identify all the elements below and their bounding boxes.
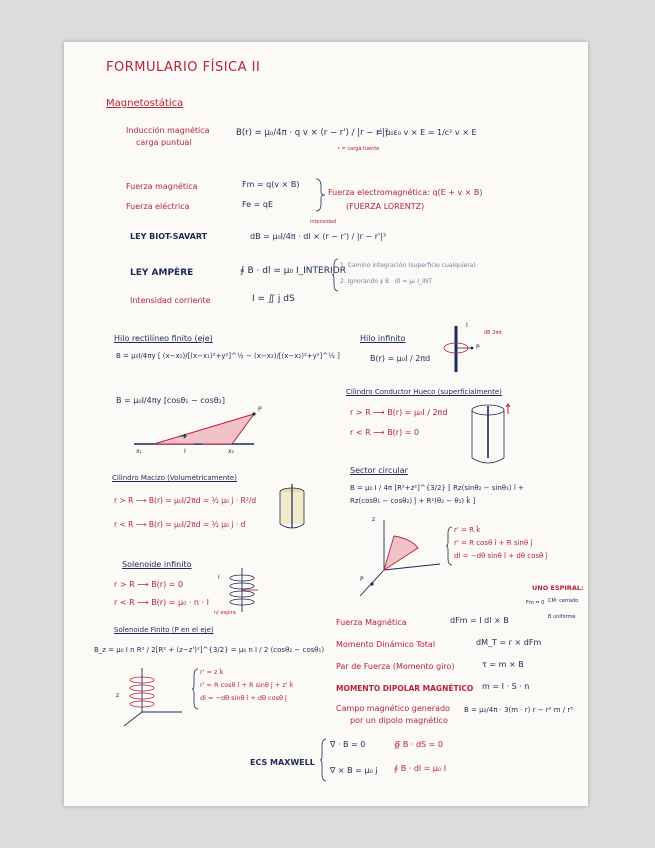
solenoide-fin-v3: dl = −dθ sinθ î + dθ cosθ ĵ — [200, 694, 287, 702]
campo-dipolo-formula: B = μ₀/4π · 3(m · r) r − r² m / r⁵ — [464, 706, 574, 714]
momento-dinamico-formula: dM_T = r × dFm — [476, 638, 542, 647]
page-title: FORMULARIO FÍSICA II — [106, 60, 261, 75]
lorentz-sub: (FUERZA LORENTZ) — [346, 202, 425, 211]
lorentz-brace — [314, 178, 326, 212]
ampere-opt2: 2. Ignorando ∮ B · dl = μ₀ I_INT — [340, 278, 433, 285]
cilindro-macizo-diagram — [276, 482, 316, 534]
hilo-finito-x2: x₂ — [228, 448, 234, 455]
solenoide-fin-v2: r' = R cosθ î + R sinθ ĵ + z' k̂ — [200, 681, 294, 689]
hilo-infinito-i: I — [466, 322, 468, 329]
biot-note: intensidad — [310, 219, 337, 225]
hilo-finito-f1: B = μ₀I/4πy [ (x−x₁)/[(x−x₁)²+y²]^½ − (x−x₂)/[(x−x₂)²+y²]^½ ] — [116, 352, 340, 360]
momento-dipolar-label: MOMENTO DIPOLAR MAGNÉTICO — [336, 684, 474, 693]
intensidad-formula: I = ∬ j dS — [252, 294, 295, 304]
maxwell-e2: ∇ × B = μ₀ j — [330, 766, 378, 775]
solenoide-inf-note: n/ espira — [214, 610, 236, 616]
ampere-formula: ∮ B · dl = μ₀ I_INTERIOR — [240, 266, 346, 276]
par-fuerza-formula: τ = m × B — [482, 660, 524, 669]
fuerza-magnetica-label: Fuerza Magnética — [336, 618, 407, 627]
hilo-finito-i: I — [184, 448, 186, 455]
solenoide-fin-diagram — [112, 666, 188, 728]
hilo-infinito-heading: Hilo infinito — [360, 334, 406, 343]
maxwell-label: ECS MAXWELL — [250, 758, 315, 767]
solenoide-inf-r1: r > R ⟶ B(r) = 0 — [114, 580, 184, 589]
hilo-infinito-formula: B(r) = μ₀I / 2πd — [370, 354, 431, 363]
solenoide-fin-heading: Solenoide Finito (P en el eje) — [114, 626, 214, 634]
espira-vec3: dl = −dθ sinθ î + dθ cosθ ĵ — [454, 552, 548, 560]
campo-dipolo-label1: Campo magnético generado — [336, 704, 450, 713]
fuerza-elec-label: Fuerza eléctrica — [126, 202, 190, 211]
cilindro-macizo-r2: r < R ⟶ B(r) = μ₀I/2πd = ½ μ₀ j · d — [114, 520, 246, 529]
momento-dinamico-label: Momento Dinámico Total — [336, 640, 436, 649]
espira-vec1: r' = R k̂ — [454, 526, 481, 534]
espira-vec2: r' = R cosθ î + R sinθ ĵ — [454, 539, 533, 547]
fuerza-mag-label: Fuerza magnética — [126, 182, 198, 191]
cilindro-conductor-heading: Cilindro Conductor Hueco (superficialmente) — [346, 388, 502, 396]
induccion-formula: B(r) = μ₀/4π · q v × (r − r') / |r − r'|³ — [236, 128, 389, 138]
hilo-infinito-note: dB 2πd — [484, 330, 502, 336]
notes-sheet — [64, 42, 588, 806]
espira-diagram — [354, 514, 444, 600]
fuerza-elec-formula: Fe = qE — [242, 200, 274, 209]
biot-label: LEY BIOT-SAVART — [130, 232, 208, 241]
hilo-finito-p: P — [258, 406, 262, 413]
maxwell-e1: ∇ · B = 0 — [330, 740, 366, 749]
momento-dipolar-formula: m = I · S · n — [482, 682, 530, 691]
intensidad-label: Intensidad corriente — [130, 296, 211, 305]
induccion-label1: Inducción magnética — [126, 126, 210, 135]
fuerza-magnetica-formula: dFm = I dl × B — [450, 616, 509, 625]
par-fuerza-label: Par de Fuerza (Momento giro) — [336, 662, 455, 671]
ampere-label: LEY AMPÈRE — [130, 268, 194, 278]
lorentz-text: Fuerza electromagnética: q(E + v × B) — [328, 188, 483, 197]
solenoide-inf-r2: r < R ⟶ B(r) = μ₀ · n · I — [114, 598, 209, 607]
induccion-alt: = μ₀ε₀ v × E = 1/c² v × E — [376, 128, 477, 137]
hilo-finito-heading: Hilo rectilíneo finito (eje) — [114, 334, 213, 343]
solenoide-inf-diagram — [224, 566, 264, 614]
maxwell-e2b: ∮ B · dl = μ₀ I — [394, 764, 447, 773]
section-heading: Magnetostática — [106, 98, 184, 109]
cilindro-macizo-r1: r > R ⟶ B(r) = μ₀I/2πd = ½ μ₀ j · R²/d — [114, 496, 257, 505]
solenoide-inf-heading: Solenoide infinito — [122, 560, 192, 569]
solenoide-inf-i: I — [218, 574, 220, 581]
cilindro-conductor-diagram — [464, 402, 516, 468]
solenoide-fin-v1: r' = z k̂ — [200, 668, 224, 676]
cilindro-conductor-r2: r < R ⟶ B(r) = 0 — [350, 428, 420, 437]
cilindro-conductor-r1: r > R ⟶ B(r) = μ₀I / 2πd — [350, 408, 448, 417]
hilo-finito-diagram — [124, 410, 264, 454]
biot-formula: dB = μ₀I/4π · dl × (r − r') / |r − r'|³ — [250, 232, 387, 241]
induccion-note: r = carga fuente — [338, 146, 380, 152]
solenoide-fin-f1: B_z = μ₀ I n R² / 2[R² + (z−z')²]^{3/2} = μ₀ n I / 2 (cosθ₂ − cosθ₁) — [94, 646, 325, 654]
maxwell-e1b: ∯ B · dS = 0 — [394, 740, 444, 749]
espiral-title: UNO ESPIRAL: — [532, 584, 584, 592]
solenoide-fin-brace — [192, 668, 200, 710]
campo-dipolo-label2: por un dipolo magnético — [350, 716, 448, 725]
ampere-brace — [332, 258, 340, 292]
ampere-opt1: 1. Camino integración (superficie cualquiera) — [340, 262, 476, 269]
hilo-finito-x1: x₁ — [136, 448, 142, 455]
hilo-finito-f2: B = μ₀I/4πy [cosθ₁ − cosθ₂] — [116, 396, 225, 405]
solenoide-fin-z: z — [116, 692, 120, 699]
espira-f1: B = μ₀ I / 4π [R²+z²]^{3/2} [ Rz(sinθ₂ − sinθ₁) î + Rz(cosθ₁ − cosθ₂) ĵ + R²(θ₂ − θ₁) k̂ ] — [350, 484, 524, 505]
espira-heading: Sector circular — [350, 466, 408, 475]
espira-vec-brace — [446, 526, 454, 566]
espiral-sub1: Fm = 0 — [526, 600, 545, 606]
cilindro-macizo-heading: Cilindro Macizo (Volumétricamente) — [112, 474, 237, 482]
fuerza-mag-formula: Fm = q(v × B) — [242, 180, 300, 189]
maxwell-brace — [320, 738, 328, 782]
induccion-label2: carga puntual — [136, 138, 192, 147]
espiral-sub3: B uniforme — [548, 614, 576, 620]
espira-p: P — [360, 576, 364, 583]
hilo-infinito-p: P — [476, 344, 480, 351]
espira-z: z — [372, 516, 376, 523]
espiral-sub2: CM: cerrado — [548, 598, 579, 604]
